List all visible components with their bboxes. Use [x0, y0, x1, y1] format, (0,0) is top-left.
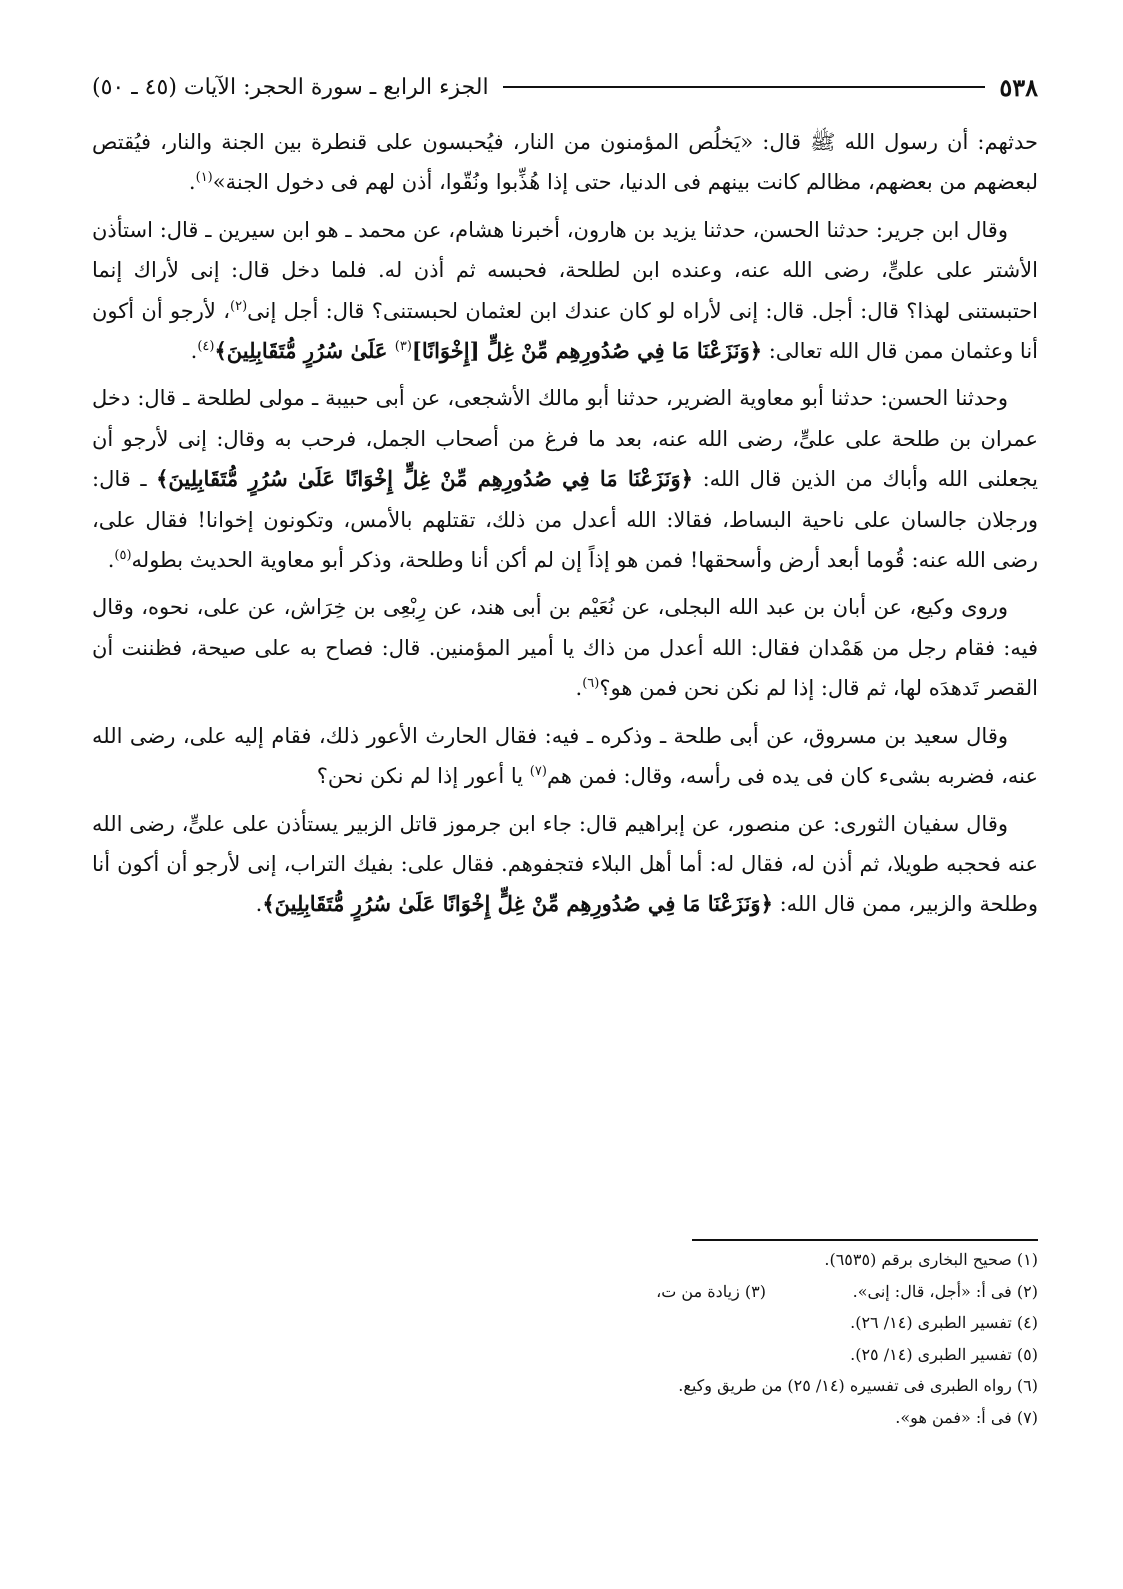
header-rule	[503, 86, 986, 88]
paragraph	[92, 122, 1038, 203]
text-run: ـ قال: ورجلان جالسان على ناحية البساط، فقالا: الله أعدل من ذلك، تقتلهم بالأمس، وتكونون إخوانا! فقال على، رضى الله عنه: قُوما أبعد أرض وأسحقها! فمن هو إذاً إن لم أكن أنا وطلحة، وذكر أبو معاوية الحديث بطوله	[92, 467, 1038, 573]
footnote-ref: (٧)	[529, 764, 547, 780]
text-run: وقال سعيد بن مسروق، عن أبى طلحة ـ وذكره ـ فيه: فقال الحارث الأعور ذلك، فقام إليه على، رضى الله عنه، فضربه بشىء كان فى يده فى رأسه، وقال: فمن هم	[92, 723, 1038, 789]
text-run: يا أعور إذا لم نكن نحن؟	[316, 764, 530, 789]
text-run: وقال سفيان الثورى: عن منصور، عن إبراهيم قال: جاء ابن جرموز قاتل الزبير يستأذن على علىٍّ، رضى الله عنه فحجبه طويلا، ثم أذن له، فقال له: أما أهل البلاء فتجفوهم. فقال على: بفيك التراب، إنى لأرجو أن أكون أنا وطلحة والزبير، ممن قال الله:	[92, 811, 1038, 917]
text-run: .	[255, 892, 263, 917]
text-run: وروى وكيع، عن أبان بن عبد الله البجلى، عن نُعَيْم بن أبى هند، عن رِبْعِى بن خِرَاش، عن على، نحوه، وقال فيه: فقام رجل من هَمْدان فقال: الله أعدل من ذاك يا أمير المؤمنين. قال: فصاح به على صيحة، فظننت أن القصر تَدهدَه لها، ثم قال: إذا لم نكن نحن فمن هو؟	[92, 595, 1038, 701]
footnote-ref: (٢)	[230, 298, 248, 314]
footnote-ref: (٥)	[114, 548, 132, 564]
quran-verse: ﴿وَنَزَعْنَا مَا فِي صُدُورِهِم مِّنْ غِلٍّ إِخْوَانًا عَلَىٰ سُرُرٍ مُّتَقَابِلِينَ﴾	[262, 891, 773, 917]
footnotes	[92, 1244, 1038, 1433]
page-number: ٥٣٨	[999, 72, 1038, 102]
running-title: الجزء الرابع ـ سورة الحجر: الآيات (٤٥ ـ ٥٠)	[92, 74, 489, 100]
paragraph	[92, 716, 1038, 797]
paragraph	[92, 378, 1038, 580]
quran-verse: ﴿وَنَزَعْنَا مَا فِي صُدُورِهِم مِّنْ غِلٍّ [إِخْوَانًا]	[411, 338, 763, 364]
paragraph	[92, 804, 1038, 925]
footnote-ref: (٤)	[197, 339, 215, 355]
paragraph	[92, 587, 1038, 708]
quran-verse: ﴿وَنَزَعْنَا مَا فِي صُدُورِهِم مِّنْ غِلٍّ إِخْوَانًا عَلَىٰ سُرُرٍ مُّتَقَابِلِينَ﴾	[156, 466, 693, 492]
paragraph	[92, 210, 1038, 372]
text-run: .	[575, 676, 583, 701]
footnote-7: (٧) فى أ: «فمن هو».	[895, 1407, 1038, 1427]
footnote-6: (٦) رواه الطبرى فى تفسيره (١٤/ ٢٥) من طريق وكيع.	[678, 1376, 1038, 1395]
footnote-3: (٣) زيادة من ت،	[656, 1281, 766, 1301]
main-text	[92, 122, 1038, 932]
footnote-ref: (٣)	[394, 339, 412, 355]
footnote-5: (٥) تفسير الطبرى (١٤/ ٢٥).	[850, 1344, 1038, 1364]
text-run: حدثهم: أن رسول الله ﷺ قال: «يَخلُص المؤمنون من النار، فيُحبسون على قنطرة بين الجنة والنار، فيُقتص لبعضهم من بعضهم، مظالم كانت بينهم فى الدنيا، حتى إذا هُذِّبوا ونُقّوا، أذن لهم فى دخول الجنة»	[92, 130, 1038, 195]
footnote-ref: (٦)	[582, 676, 600, 692]
footnote-4: (٤) تفسير الطبرى (١٤/ ٢٦).	[850, 1313, 1038, 1332]
footnote-ref: (١)	[195, 170, 213, 186]
text-run: .	[107, 548, 115, 573]
text-run: ، لأرجو أن أكون أنا وعثمان ممن قال الله تعالى:	[92, 298, 1038, 364]
text-run: وحدثنا الحسن: حدثنا أبو معاوية الضرير، حدثنا أبو مالك الأشجعى، عن أبى حبيبة ـ مولى لطلحة ـ قال: دخل عمران بن طلحة على علىٍّ، رضى الله عنه، بعد ما فرغ من أصحاب الجمل، فرحب به وقال: إنى لأرجو أن يجعلنى الله وأباك من الذين قال الله:	[92, 386, 1038, 492]
footnote-2: (٢) فى أ: «أجل، قال: إنى».	[852, 1281, 1038, 1301]
page-header	[92, 70, 1038, 104]
quran-verse: عَلَىٰ سُرُرٍ مُّتَقَابِلِينَ﴾	[214, 338, 395, 364]
text-run: وقال ابن جرير: حدثنا الحسن، حدثنا يزيد بن هارون، أخبرنا هشام، عن محمد ـ هو ابن سيرين ـ قال: استأذن الأشتر على علىٍّ، رضى الله عنه، وعنده ابن لطلحة، فحبسه ثم أذن له. فلما دخل قال: إنى لأراك إنما احتبستنى لهذا؟ قال: أجل. قال: إنى لأراه لو كان عندك ابن لعثمان لحبستنى؟ قال: أجل إنى	[92, 217, 1038, 323]
text-run: .	[188, 170, 196, 195]
footnote-1: (١) صحيح البخارى برقم (٦٥٣٥).	[824, 1250, 1038, 1269]
text-run: .	[190, 339, 198, 364]
footnote-separator	[692, 1239, 1038, 1241]
footnote-row-2-3	[92, 1276, 1038, 1308]
